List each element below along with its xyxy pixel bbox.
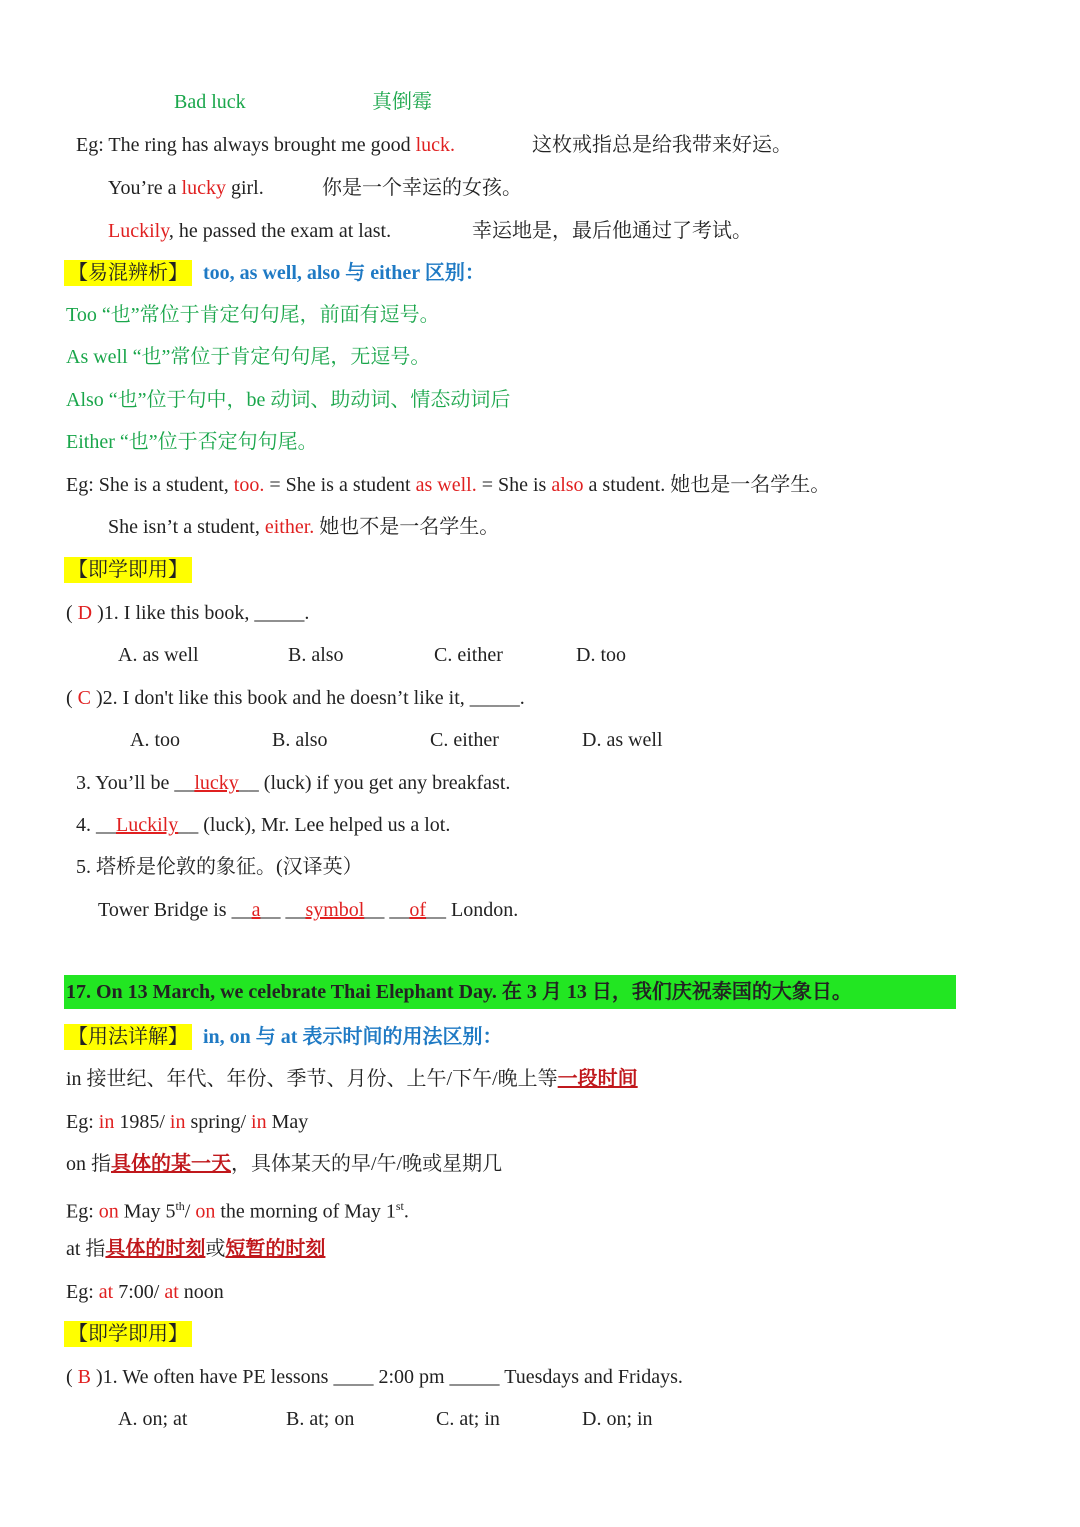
q6-option-a: A. on; at [118,1408,188,1430]
answer-6: B [77,1366,92,1388]
confuse-tag: 【易混辨析】 [64,260,192,286]
rule-as-well: As well “也”常位于肯定句句尾，无逗号。 [66,346,431,368]
example-2-zh: 你是一个幸运的女孩。 [322,177,522,199]
example-3-zh: 幸运地是，最后他通过了考试。 [472,220,752,242]
question-1: ( D )1. I like this book, _____. [66,602,310,624]
section-17-heading: 17. On 13 March, we celebrate Thai Elephant Day. 在 3 月 13 日，我们庆祝泰国的大象日。 [64,975,956,1009]
question-2: ( C )2. I don't like this book and he doesn’t like it, _____. [66,687,525,709]
on-rule: on 指具体的某一天，具体某天的早/午/晚或星期几 [66,1153,503,1175]
q6-option-b: B. at; on [286,1408,355,1430]
q1-option-a: A. as well [118,644,199,666]
q1-option-d: D. too [576,644,626,666]
question-4: 4. __Luckily__ (luck), Mr. Lee helped us a lot. [76,814,451,836]
q6-option-d: D. on; in [582,1408,653,1430]
q2-option-c: C. either [430,729,499,751]
q1-option-c: C. either [434,644,503,666]
practice-tag-1: 【即学即用】 [64,556,192,584]
q2-option-a: A. too [130,729,180,751]
q2-option-d: D. as well [582,729,663,751]
q1-option-b: B. also [288,644,344,666]
example-4: Eg: She is a student, too. = She is a student as well. = She is also a student. 她也是一名学生。 [66,474,831,496]
example-2: You’re a lucky girl. [108,177,264,199]
usage-heading [64,1023,502,1051]
rule-also: Also “也”位于句中，be 动词、助动词、情态动词后 [66,389,511,411]
phrase-zh: 真倒霉 [372,91,432,113]
q6-option-c: C. at; in [436,1408,500,1430]
answer-4: Luckily [116,814,179,836]
question-5: 5. 塔桥是伦敦的象征。(汉译英） [76,856,363,878]
question-6: ( B )1. We often have PE lessons ____ 2:00 pm _____ Tuesdays and Fridays. [66,1366,683,1388]
usage-title: in, on 与 at 表示时间的用法区别： [203,1026,503,1048]
rule-too: Too “也”常位于肯定句句尾，前面有逗号。 [66,304,440,326]
in-rule: in 接世纪、年代、年份、季节、月份、上午/下午/晚上等一段时间 [66,1068,638,1090]
answer-3: lucky [194,772,239,794]
example-on: Eg: on May 5th/ on the morning of May 1st. [66,1199,409,1223]
example-5: She isn’t a student, either. 她也不是一名学生。 [108,516,500,538]
question-5-answer: Tower Bridge is __a__ __symbol__ __of__ London. [98,899,519,921]
confuse-heading [64,259,485,287]
answer-2: C [77,687,92,709]
rule-either: Either “也”位于否定句句尾。 [66,431,318,453]
example-1: Eg: The ring has always brought me good luck. [76,134,456,156]
example-1-zh: 这枚戒指总是给我带来好运。 [532,134,792,156]
practice-tag-2: 【即学即用】 [64,1320,192,1348]
phrase-en: Bad luck [174,91,246,113]
confuse-title: too, as well, also 与 either 区别： [203,262,485,284]
question-3: 3. You’ll be __lucky__ (luck) if you get any breakfast. [76,772,511,794]
example-at: Eg: at 7:00/ at noon [66,1281,224,1303]
q2-option-b: B. also [272,729,328,751]
answer-1: D [77,602,93,624]
usage-tag: 【用法详解】 [64,1024,192,1050]
at-rule: at 指具体的时刻或短暂的时刻 [66,1238,326,1260]
example-in: Eg: in 1985/ in spring/ in May [66,1111,309,1133]
example-3: Luckily, he passed the exam at last. [108,220,392,242]
